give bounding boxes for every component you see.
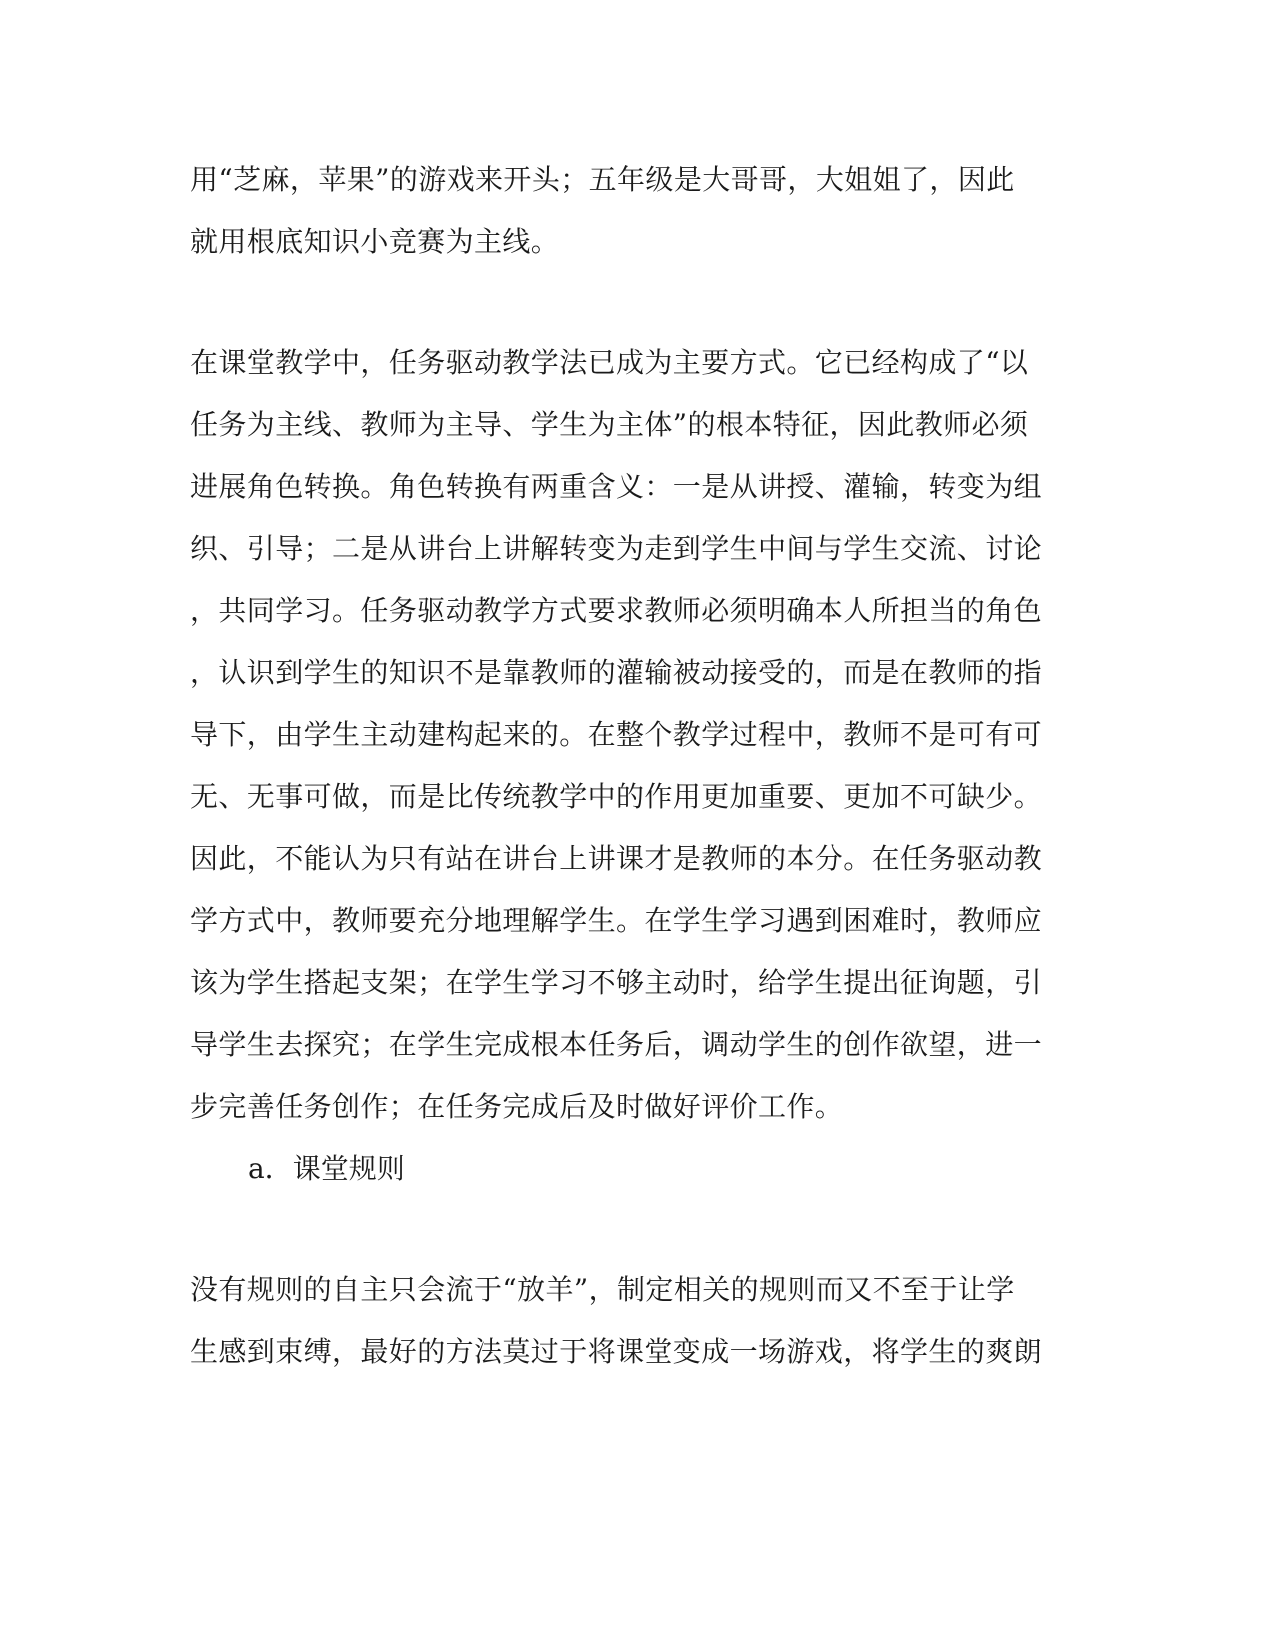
text-line: 导学生去探究；在学生完成根本任务后，调动学生的创作欲望，进一 [190,1028,1043,1061]
text-line: 任务为主线、教师为主导、学生为主体”的根本特征，因此教师必须 [190,408,1029,441]
text-line: ，认识到学生的知识不是靠教师的灌输被动接受的，而是在教师的指 [190,656,1043,689]
text-line: 无、无事可做，而是比传统教学中的作用更加重要、更加不可缺少。 [190,780,1043,813]
text-line: 织、引导；二是从讲台上讲解转变为走到学生中间与学生交流、讨论 [190,532,1043,565]
text-line: 用“芝麻，苹果”的游戏来开头；五年级是大哥哥，大姐姐了，因此 [190,163,1015,196]
text-line: 因此，不能认为只有站在讲台上讲课才是教师的本分。在任务驱动教 [190,842,1043,875]
text-line: 就用根底知识小竞赛为主线。 [190,225,560,258]
text-line: 该为学生搭起支架；在学生学习不够主动时，给学生提出征询题，引 [190,966,1043,999]
section-heading: a．课堂规则 [248,1152,405,1185]
text-line: 没有规则的自主只会流于“放羊”，制定相关的规则而又不至于让学 [190,1273,1015,1306]
text-line: ，共同学习。任务驱动教学方式要求教师必须明确本人所担当的角色 [190,594,1043,627]
text-line: 导下，由学生主动建构起来的。在整个教学过程中，教师不是可有可 [190,718,1043,751]
text-line: 步完善任务创作；在任务完成后及时做好评价工作。 [190,1090,844,1123]
text-line: 生感到束缚，最好的方法莫过于将课堂变成一场游戏，将学生的爽朗 [190,1335,1043,1368]
text-line: 学方式中，教师要充分地理解学生。在学生学习遇到困难时，教师应 [190,904,1043,937]
text-line: 进展角色转换。角色转换有两重含义：一是从讲授、灌输，转变为组 [190,470,1043,503]
text-line: 在课堂教学中，任务驱动教学法已成为主要方式。它已经构成了“以 [190,346,1029,379]
